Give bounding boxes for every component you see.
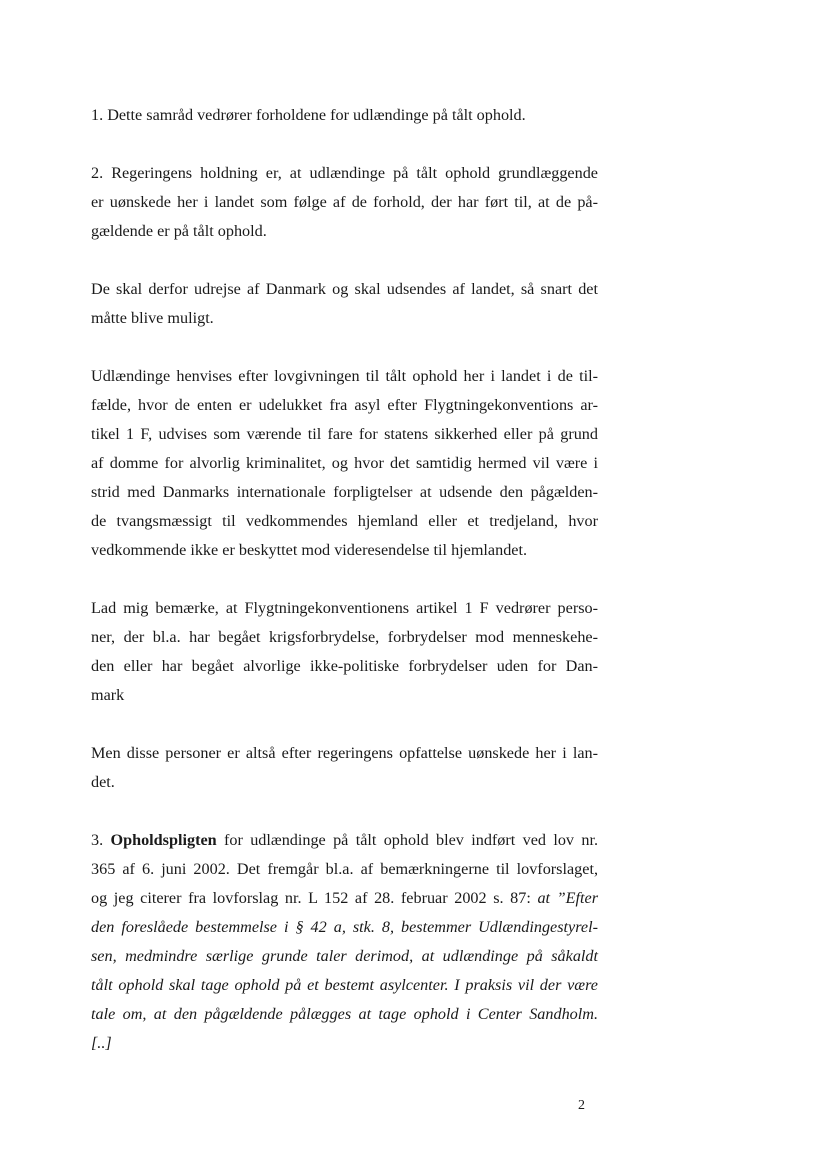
text-line: er uønskede her i landet som følge af de forhold, der har ført til, at de på- <box>91 193 598 211</box>
text-line: 1. Dette samråd vedrører forholdene for udlændinge på tålt ophold. <box>91 106 526 124</box>
quote-line: den foreslåede bestemmelse i § 42 a, stk. 8, bestemmer Udlændingestyrel- <box>91 918 598 936</box>
text-line: Men disse personer er altså efter regeringens opfattelse uønskede her i lan- <box>91 744 598 762</box>
text-line: vedkommende ikke er beskyttet mod videresendelse til hjemlandet. <box>91 541 528 559</box>
text-line: 2. Regeringens holdning er, at udlændinge på tålt ophold grundlæggende <box>91 164 598 182</box>
text-line: de tvangsmæssigt til vedkommendes hjemland eller et tredjeland, hvor <box>91 512 598 530</box>
text-line: Udlændinge henvises efter lovgivningen til tålt ophold her i landet i de til- <box>91 367 598 385</box>
text-line <box>91 826 598 855</box>
text-line: gældende er på tålt ophold. <box>91 222 267 240</box>
text-line: måtte blive muligt. <box>91 309 214 327</box>
paragraph-2 <box>91 159 598 246</box>
paragraph-gap <box>91 130 598 159</box>
quote-line: sen, medmindre særlige grunde taler derimod, at udlændinge på såkaldt <box>91 947 598 965</box>
page-number: 2 <box>578 1098 585 1113</box>
text-line: ner, der bl.a. har begået krigsforbrydelse, forbrydelser mod menneskehe- <box>91 628 598 646</box>
paragraph-1 <box>91 101 598 130</box>
quote-line: tålt ophold skal tage ophold på et bestemt asylcenter. I praksis vil der være <box>91 976 598 994</box>
paragraph-5 <box>91 594 598 710</box>
paragraph-gap <box>91 565 598 594</box>
text-line: det. <box>91 773 115 791</box>
text-line: 365 af 6. juni 2002. Det fremgår bl.a. af bemærkningerne til lovforslaget, <box>91 860 598 878</box>
paragraph-6 <box>91 739 598 797</box>
paragraph-4 <box>91 362 598 565</box>
paragraph-gap <box>91 797 598 826</box>
paragraph-3 <box>91 275 598 333</box>
text-line <box>91 884 598 913</box>
quote-start: at ”Efter <box>537 889 598 907</box>
text-line: fælde, hvor de enten er udelukket fra asyl efter Flygtningekonventions ar- <box>91 396 598 414</box>
bold-term: Opholdspligten <box>110 831 217 849</box>
text-run: og jeg citerer fra lovforslag nr. L 152 af 28. februar 2002 s. 87: <box>91 889 538 907</box>
text-line: tikel 1 F, udvises som værende til fare for statens sikkerhed eller på grund <box>91 425 598 443</box>
section-number: 3. <box>91 831 111 849</box>
text-line: den eller har begået alvorlige ikke-politiske forbrydelser uden for Dan- <box>91 657 598 675</box>
text-run: for udlændinge på tålt ophold blev indført ved lov nr. <box>216 831 598 849</box>
paragraph-7 <box>91 826 598 1058</box>
text-line: mark <box>91 686 125 704</box>
text-line: af domme for alvorlig kriminalitet, og hvor det samtidig hermed vil være i <box>91 454 598 472</box>
paragraph-gap <box>91 710 598 739</box>
text-line: Lad mig bemærke, at Flygtningekonventionens artikel 1 F vedrører perso- <box>91 599 598 617</box>
paragraph-gap <box>91 333 598 362</box>
text-line: strid med Danmarks internationale forpligtelser at udsende den pågælden- <box>91 483 598 501</box>
paragraph-gap <box>91 246 598 275</box>
quote-line: [..] <box>91 1034 112 1052</box>
quote-line: tale om, at den pågældende pålægges at tage ophold i Center Sandholm. <box>91 1005 598 1023</box>
document-body <box>91 101 598 1058</box>
text-line: De skal derfor udrejse af Danmark og skal udsendes af landet, så snart det <box>91 280 598 298</box>
